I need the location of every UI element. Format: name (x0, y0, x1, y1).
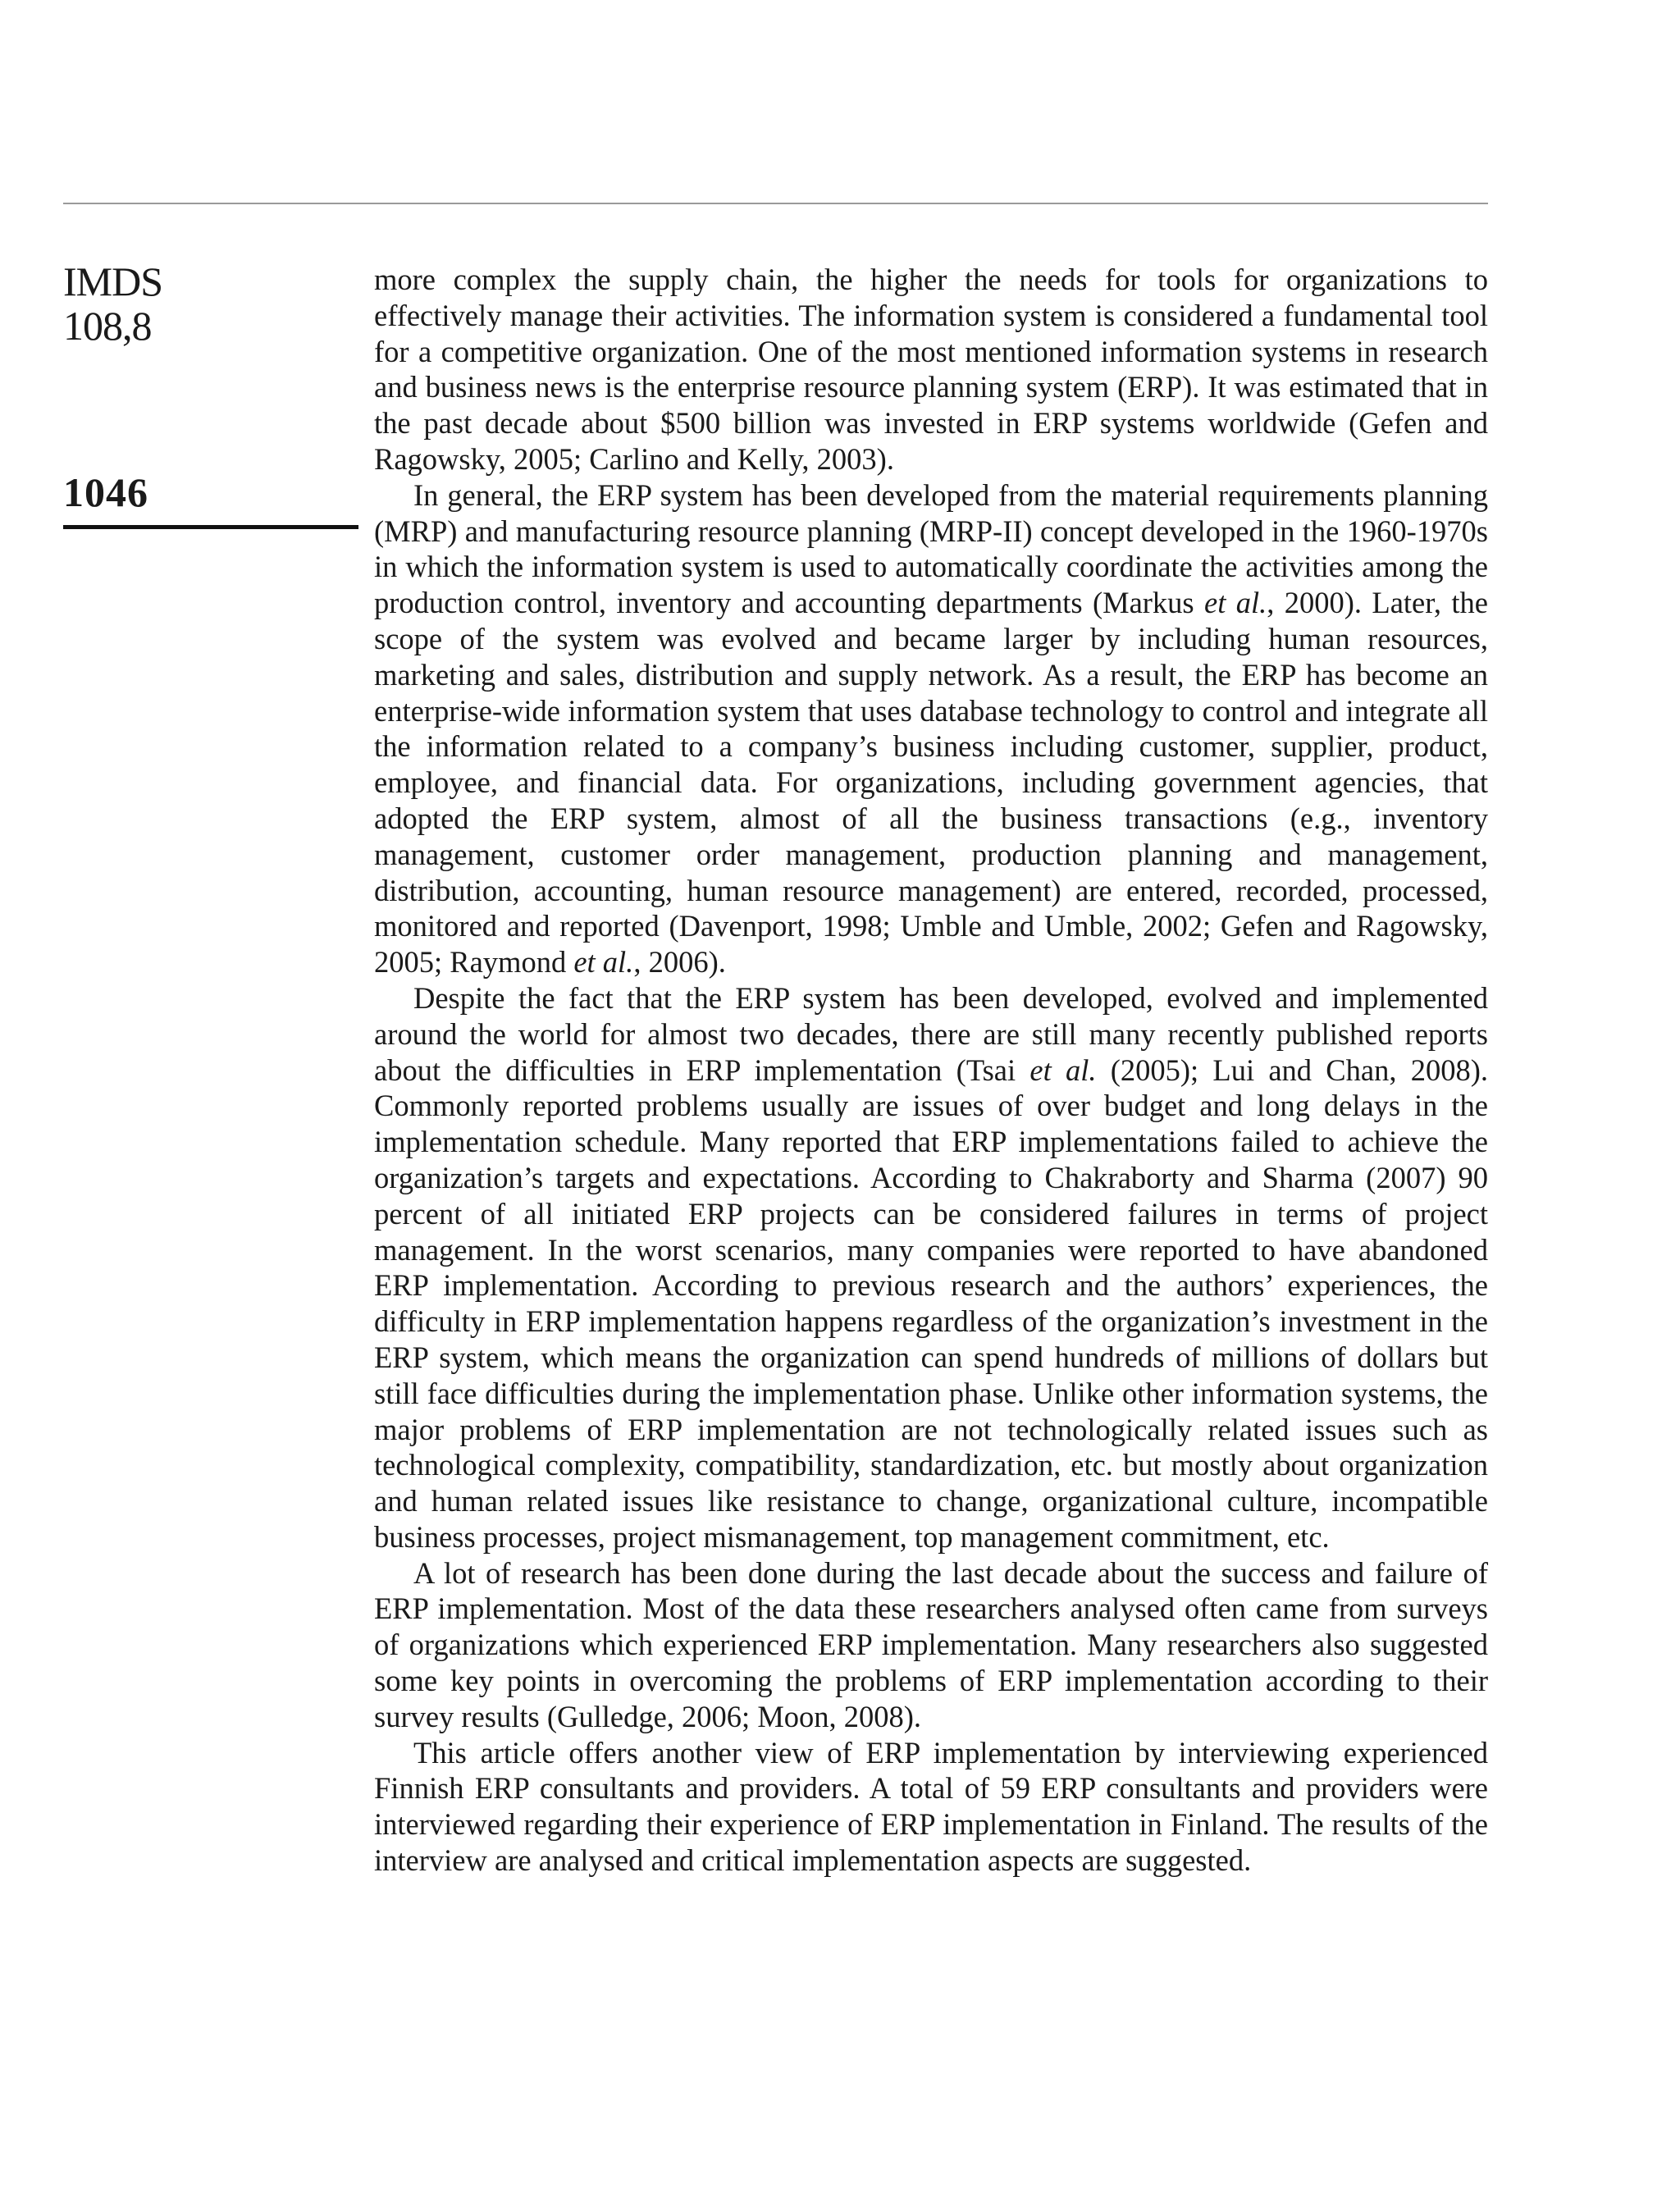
paragraph (374, 980, 1488, 1555)
paragraph (374, 262, 1488, 477)
paragraph-text: (2005); Lui and Chan, 2008). Commonly reported problems usually are issues of over budget and long delays in the implementation schedule. Many reported that ERP implementations failed to achieve the organization’s targets and expectations. According to Chakraborty and Sharma (2007) 90 percent of all initiated ERP projects can be considered failures in terms of project management. In the worst scenarios, many companies were reported to have abandoned ERP implementation. According to previous research and the authors’ experiences, the difficulty in ERP implementation happens regardless of the organization’s investment in the ERP system, which means the organization can spend hundreds of millions of dollars but still face difficulties during the implementation phase. Unlike other information systems, the major problems of ERP implementation are not technologically related issues such as technological complexity, compatibility, standardization, etc. but mostly about organization and human related issues like resistance to change, organizational culture, incompatible business processes, project mismanagement, top management commitment, etc. (374, 1053, 1488, 1554)
citation-et-al: et al. (1204, 586, 1267, 620)
citation-et-al: et al. (573, 945, 634, 979)
journal-code: IMDS (63, 258, 163, 304)
paragraph-text: , 2000). Later, the scope of the system was evolved and became larger by including human resources, marketing and sales, distribution and supply network. As a result, the ERP has become an enterprise-wide information system that uses database technology to control and integrate all the information related to a company’s business including customer, supplier, product, employee, and financial data. For organizations, including government agencies, that adopted the ERP system, almost of all the business transactions (e.g., inventory management, customer order management, production planning and management, distribution, accounting, human resource management) are entered, recorded, processed, monitored and reported (Davenport, 1998; Umble and Umble, 2002; Gefen and Ragowsky, 2005; Raymond (374, 586, 1489, 979)
header-rule (63, 203, 1488, 204)
paragraph-text: , 2006). (633, 945, 726, 979)
article-body (374, 262, 1488, 1879)
paragraph (374, 477, 1488, 980)
paragraph-text: more complex the supply chain, the higher the needs for tools for organizations to effectively manage their activities. The information system is considered a fundamental tool for a competitive organization. One of the most mentioned information systems in research and business news is the enterprise resource planning system (ERP). It was estimated that in the past decade about $500 billion was invested in ERP systems worldwide (Gefen and Ragowsky, 2005; Carlino and Kelly, 2003). (374, 263, 1488, 476)
page-number: 1046 (63, 469, 148, 515)
paragraph-text: In general, the ERP system has been developed from the material requirements planning (MRP) and manufacturing resource planning (MRP-II) concept developed in the 1960-1970s in which the information system is used to automatically coordinate the activities among the production control, inventory and accounting departments (Markus (374, 477, 1488, 620)
paragraph-text: Despite the fact that the ERP system has been developed, evolved and implemented around the world for almost two decades, there are still many recently published reports about the difficulties in ERP implementation (Tsai (374, 980, 1488, 1087)
paragraph (374, 1735, 1488, 1879)
paragraph-text: A lot of research has been done during the last decade about the success and failure of ERP implementation. Most of the data these researchers analysed often came from surveys of organizations which experienced ERP implementation. Many researchers also suggested some key points in overcoming the problems of ERP implementation according to their survey results (Gulledge, 2006; Moon, 2008). (374, 1555, 1488, 1733)
page-number-rule (63, 525, 358, 529)
running-head (63, 259, 358, 348)
citation-et-al: et al. (1029, 1053, 1097, 1087)
paragraph-text: This article offers another view of ERP implementation by interviewing experienced Finnish ERP consultants and providers. A total of 59 ERP consultants and providers were interviewed regarding their experience of ERP implementation in Finland. The results of the interview are analysed and critical implementation aspects are suggested. (374, 1735, 1488, 1878)
volume-issue: 108,8 (63, 303, 152, 349)
paragraph (374, 1555, 1488, 1735)
